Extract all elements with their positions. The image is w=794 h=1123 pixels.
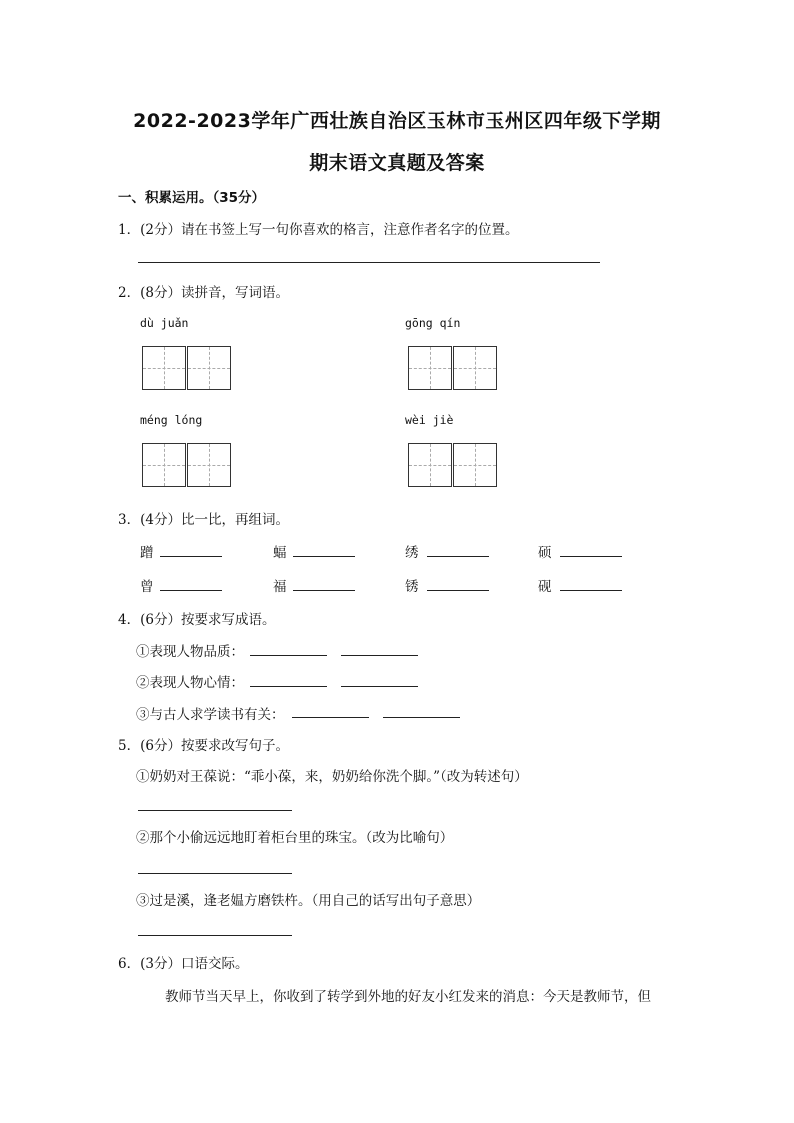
tianzige-box[interactable] xyxy=(408,346,452,390)
tianzige-box[interactable] xyxy=(142,346,186,390)
rewrite-prompt: ①奶奶对王葆说：“乖小葆，来，奶奶给你洗个脚。”（改为转述句） xyxy=(136,769,528,785)
idiom-prompt: ①表现人物品质： xyxy=(136,644,244,660)
rewrite-answer-line[interactable] xyxy=(138,935,292,936)
compare-char: 蝠 xyxy=(273,545,287,561)
tianzige-box[interactable] xyxy=(187,443,231,487)
rewrite-prompt: ②那个小偷远远地盯着柜台里的珠宝。（改为比喻句） xyxy=(136,830,454,846)
idiom-prompt: ②表现人物心情： xyxy=(136,675,244,691)
tianzige-box[interactable] xyxy=(453,346,497,390)
tianzige-box[interactable] xyxy=(142,443,186,487)
tianzige-box[interactable] xyxy=(408,443,452,487)
question-3-text: 3．(4分）比一比，再组词。 xyxy=(118,512,289,528)
pinyin-label: gōng qín xyxy=(405,316,461,330)
compare-answer-line[interactable] xyxy=(160,556,222,557)
compare-answer-line[interactable] xyxy=(560,556,622,557)
pinyin-label: wèi jiè xyxy=(405,413,454,427)
document-title-line2: 期末语文真题及答案 xyxy=(309,152,485,174)
question-1-text: 1．(2分）请在书签上写一句你喜欢的格言，注意作者名字的位置。 xyxy=(118,222,519,238)
idiom-prompt: ③与古人求学读书有关： xyxy=(136,707,285,723)
compare-char: 绣 xyxy=(405,545,419,561)
question-1-answer-line[interactable] xyxy=(138,262,600,263)
section-heading: 一、积累运用。（35分） xyxy=(118,190,266,206)
idiom-answer-line[interactable] xyxy=(341,655,418,656)
rewrite-answer-line[interactable] xyxy=(138,810,292,811)
question-2-text: 2．(8分）读拼音，写词语。 xyxy=(118,285,289,301)
pinyin-label: dù juǎn xyxy=(140,316,189,330)
compare-answer-line[interactable] xyxy=(160,590,222,591)
idiom-answer-line[interactable] xyxy=(292,717,369,718)
compare-answer-line[interactable] xyxy=(427,590,489,591)
pinyin-label: méng lóng xyxy=(140,413,203,427)
tianzige-box[interactable] xyxy=(453,443,497,487)
question-6-paragraph: 教师节当天早上，你收到了转学到外地的好友小红发来的消息：今天是教师节，但 xyxy=(165,989,651,1005)
idiom-answer-line[interactable] xyxy=(383,717,460,718)
rewrite-answer-line[interactable] xyxy=(138,873,292,874)
question-5-text: 5．(6分）按要求改写句子。 xyxy=(118,738,289,754)
idiom-answer-line[interactable] xyxy=(250,655,327,656)
compare-answer-line[interactable] xyxy=(427,556,489,557)
document-title-line1: 2022-2023学年广西壮族自治区玉林市玉州区四年级下学期 xyxy=(133,110,661,132)
question-4-text: 4．(6分）按要求写成语。 xyxy=(118,612,276,628)
compare-answer-line[interactable] xyxy=(560,590,622,591)
idiom-answer-line[interactable] xyxy=(250,686,327,687)
compare-char: 硕 xyxy=(538,545,552,561)
compare-char: 砚 xyxy=(538,579,552,595)
tianzige-box[interactable] xyxy=(187,346,231,390)
idiom-answer-line[interactable] xyxy=(341,686,418,687)
compare-answer-line[interactable] xyxy=(293,556,355,557)
compare-answer-line[interactable] xyxy=(293,590,355,591)
question-6-text: 6．(3分）口语交际。 xyxy=(118,956,249,972)
compare-char: 曾 xyxy=(140,579,154,595)
compare-char: 福 xyxy=(273,579,287,595)
compare-char: 锈 xyxy=(405,579,419,595)
rewrite-prompt: ③过是溪，逢老媪方磨铁杵。（用自己的话写出句子意思） xyxy=(136,893,481,909)
compare-char: 蹭 xyxy=(140,545,154,561)
